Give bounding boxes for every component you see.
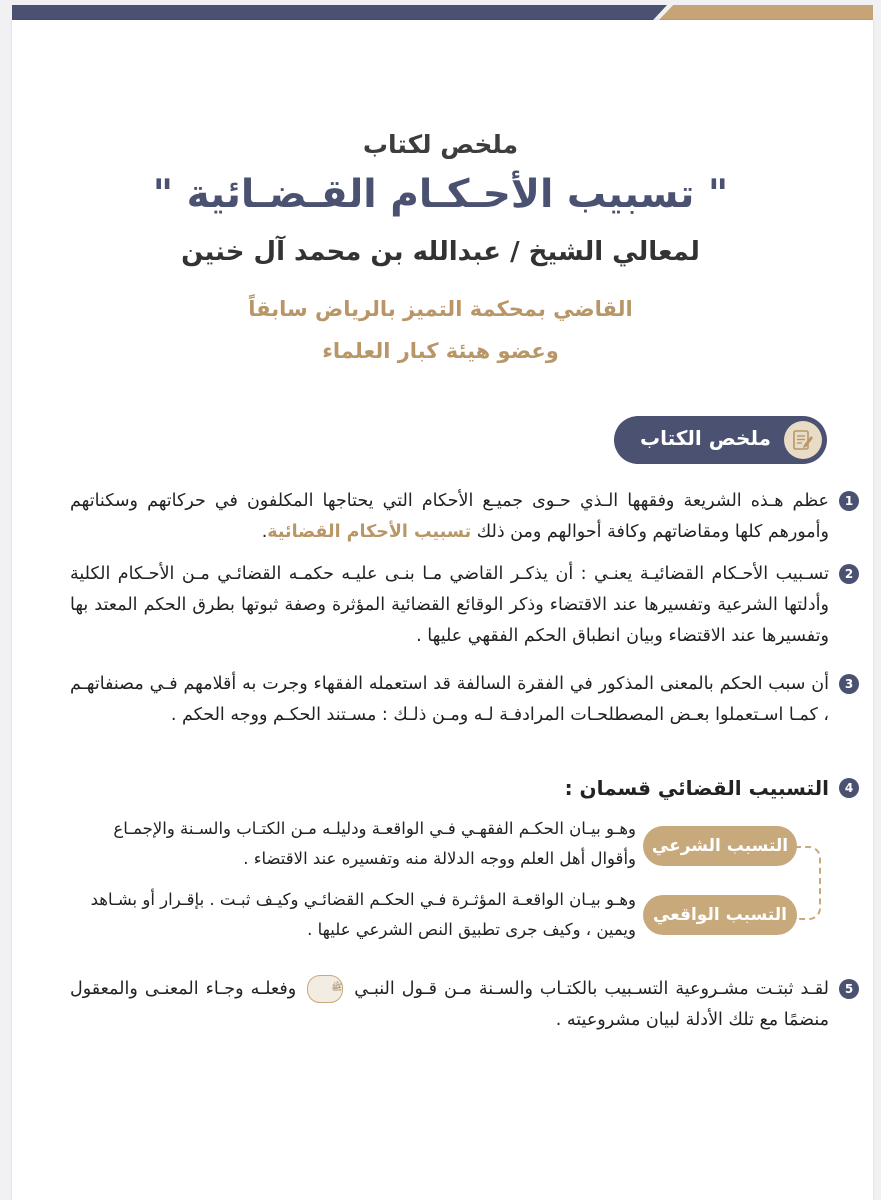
- point-text: تسـبيب الأحـكام القضائيـة يعنـي : أن يذكـر القاضي مـا بنـى عليـه حكمـه القضائـي مـن الأحـكام الكلية وأدلتها الشرعية وتفسيرها عند الاقتضاء وذكر الوقائع القضائية المؤثرة وصفة ثبوتها بطرق الحكم المعتد بها وتفسيرها عند الاقتضاء وبيان انطباق الحكم الفقهي عليها .: [70, 564, 829, 646]
- point-number: 4: [839, 778, 859, 798]
- book-title: " تسبيب الأحـكـام القـضـائية ": [152, 172, 729, 217]
- type-definition-sharia: وهـو بيـان الحكـم الفقهـي فـي الواقعـة ودليلـه مـن الكتـاب والسـنة والإجمـاع وأقوال أهل العلم ووجه الدلالة منه وتفسيره عند الاقتضاء .: [113, 819, 636, 868]
- point-number: 5: [839, 979, 859, 999]
- point-text-end: .: [261, 522, 268, 542]
- type-definition-factual: وهـو بيـان الواقعـة المؤثـرة فـي الحكـم القضائـي وكيـف ثبـت . بإقـرار أو بشـاهد ويمين ، وكيف جرى تطبيق النص الشرعي عليها .: [90, 890, 636, 939]
- point-number: 1: [839, 491, 859, 511]
- type-label-factual: التسبب الواقعي: [643, 895, 797, 935]
- type-label-sharia: التسبب الشرعي: [643, 826, 797, 866]
- point-text: [70, 486, 829, 548]
- author-line: لمعالي الشيخ / عبدالله بن محمد آل خنين: [181, 237, 700, 267]
- point-text-part: عظم هـذه الشريعة وفقهها الـذي حـوى جميـع الأحكام التي يحتاجها المكلفون في حركاتهم وسكناتهم وأمورهم كلها ومقاضاتهم وكافة أحوالهم ومن ذلك: [70, 491, 829, 542]
- point-text: أن سبب الحكم بالمعنى المذكور في الفقرة السالفة قد استعمله الفقهاء وجرت به أقلامهم فـي مصنفاتهـم ، كمـا اسـتعملوا بعـض المصطلحـات المرادفـة لـه ومـن ذلـك : مسـتند الحكـم ووجه الحكم .: [70, 674, 829, 725]
- point-4: [70, 773, 854, 804]
- point-1: [70, 486, 854, 548]
- document-edit-icon: [784, 421, 822, 459]
- section-badge: [614, 416, 827, 464]
- point-text-end: وفعلـه وجـاء المعنـى والمعقول منضمًا مع تلك الأدلة لبيان مشروعيته .: [70, 979, 829, 1030]
- author-role-1: القاضي بمحكمة التميز بالرياض سابقاً: [248, 297, 633, 321]
- point-2: [70, 559, 854, 652]
- types-connector: [795, 846, 821, 920]
- point-3: [70, 669, 854, 731]
- point-text-part: لقـد ثبتـت مشـروعية التسـبيب بالكتـاب والسـنة مـن قـول النبـي: [354, 979, 829, 999]
- point-number: 3: [839, 674, 859, 694]
- section-title: ملخص الكتاب: [640, 426, 771, 450]
- point-text: [70, 974, 829, 1036]
- author-role-2: وعضو هيئة كبار العلماء: [322, 339, 559, 363]
- book-subtitle: ملخص لكتاب: [362, 130, 519, 159]
- point-5: [70, 974, 854, 1036]
- point-number: 2: [839, 564, 859, 584]
- highlight-term: تسبيب الأحكام القضائية: [267, 522, 472, 542]
- point-heading: التسبيب القضائي قسمان :: [564, 776, 829, 800]
- honorific-seal: ﷺ: [307, 975, 343, 1003]
